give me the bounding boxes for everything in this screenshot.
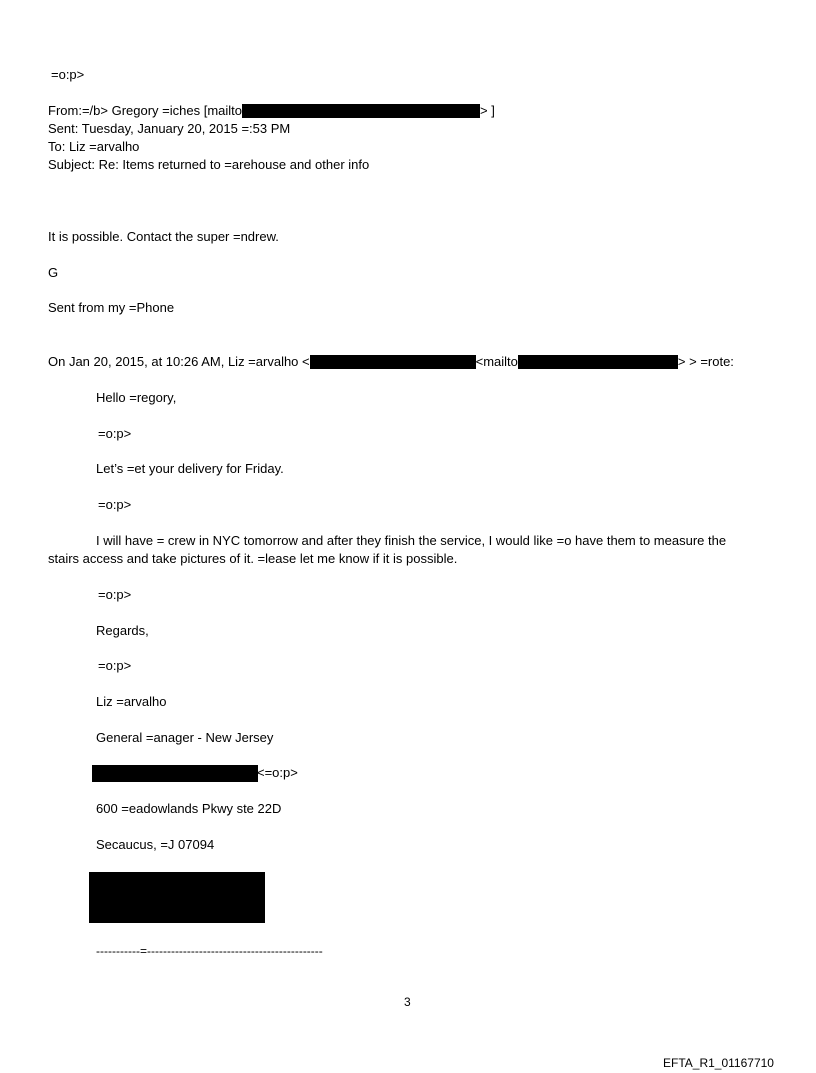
- redaction-bar: [92, 765, 258, 782]
- quote-header: [48, 353, 734, 371]
- op-line: =o:p>: [98, 658, 132, 673]
- redaction-bar: [310, 355, 476, 369]
- op-line: =o:p>: [98, 426, 132, 441]
- reply-line-1: It is possible. Contact the super =ndrew.: [48, 229, 279, 244]
- from-prefix: From:=/b> Gregory =iches [mailto: [48, 103, 242, 118]
- from-suffix: > ]: [480, 103, 495, 118]
- to-line: To: Liz =arvalho: [48, 139, 140, 154]
- page-number: 3: [404, 995, 411, 1009]
- quote-header-part1: On Jan 20, 2015, at 10:26 AM, Liz =arvalho <: [48, 354, 310, 369]
- body-line: Let’s =et your delivery for Friday.: [96, 461, 284, 476]
- redaction-bar: [242, 104, 480, 118]
- from-line: [48, 102, 495, 120]
- redaction-bar: [518, 355, 678, 369]
- quote-header-part3: > > =rote:: [677, 354, 734, 369]
- divider-line: -----------=--------------------------------------------: [96, 944, 323, 958]
- reply-line-2: G: [48, 265, 59, 280]
- address-line-1: 600 =eadowlands Pkwy ste 22D: [96, 801, 282, 816]
- header-op-line: =o:p>: [51, 67, 85, 82]
- regards: Regards,: [96, 623, 149, 638]
- document-id: EFTA_R1_01167710: [663, 1056, 774, 1070]
- reply-line-3: Sent from my =Phone: [48, 300, 175, 315]
- paragraph-line-2: stairs access and take pictures of it. =lease let me know if it is possible.: [48, 551, 458, 566]
- quote-header-part2: <mailto: [475, 354, 518, 369]
- paragraph-line-1: I will have = crew in NYC tomorrow and after they finish the service, I would like =o have them to measure the: [96, 533, 727, 548]
- signature-name: Liz =arvalho: [96, 694, 167, 709]
- signature-op-line: <=o:p>: [257, 765, 298, 780]
- signature-title: General =anager - New Jersey: [96, 730, 274, 745]
- redaction-block: [89, 872, 265, 923]
- greeting: Hello =regory,: [96, 390, 177, 405]
- subject-line: Subject: Re: Items returned to =arehouse and other info: [48, 157, 370, 172]
- op-line: =o:p>: [98, 497, 132, 512]
- address-line-2: Secaucus, =J 07094: [96, 837, 215, 852]
- op-line: =o:p>: [98, 587, 132, 602]
- sent-line: Sent: Tuesday, January 20, 2015 =:53 PM: [48, 121, 291, 136]
